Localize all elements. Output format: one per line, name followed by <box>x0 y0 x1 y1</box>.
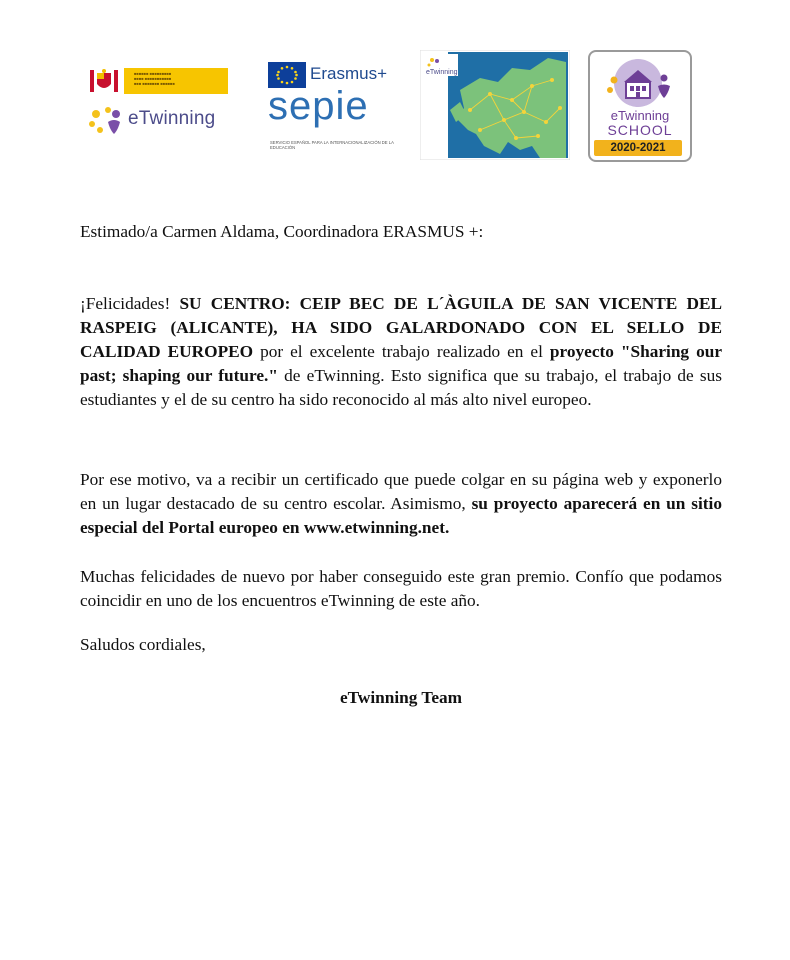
para2-text: Por ese motivo, va a recibir un certificado que puede colgar en su página web y exponerlo en un lugar destacado de su centro escolar. Asimismo, <box>80 470 722 513</box>
etwinning-school-badge <box>588 50 692 162</box>
letter-closing: Saludos cordiales, <box>80 635 206 654</box>
ministerio-small-text: ■■■■■■ ■■■■■■■■■ ■■■■ ■■■■■■■■■■■ ■■■ ■■■■■■■ ■■■■■■ <box>134 71 175 86</box>
para1-intro: ¡Felicidades! <box>80 294 180 313</box>
letter-paragraph-farewell: Muchas felicidades de nuevo por haber conseguido este gran premio. Confío que podamos coincidir en uno de los encuentros eTwinning de este año. <box>80 567 722 610</box>
logo-header <box>0 0 790 180</box>
sepie-subtitle: SERVICIO ESPAÑOL PARA LA INTERNACIONALIZACIÓN DE LA EDUCACIÓN <box>270 140 394 150</box>
para2-portal-statement: su proyecto aparecerá en un sitio especial del Portal europeo en www.etwinning.net. <box>80 494 722 537</box>
letter-greeting: Estimado/a Carmen Aldama, Coordinadora ERASMUS +: <box>80 222 484 241</box>
erasmus-plus-wordmark: Erasmus+ <box>310 64 387 83</box>
letter-paragraph-congratulations <box>80 292 722 412</box>
badge-etwinning-label: eTwinning <box>610 108 670 123</box>
para1-project-name: proyecto "Sharing our past; shaping our future." <box>80 342 722 385</box>
spain-coat-of-arms-icon <box>86 68 122 94</box>
badge-year: 2020-2021 <box>594 140 682 156</box>
para1-text: por el excelente trabajo realizado en el <box>253 342 550 361</box>
para1-award-statement: SU CENTRO: CEIP BEC DE L´ÀGUILA DE SAN VICENTE DEL RASPEIG (ALICANTE), HA SIDO GALARDONADO CON EL SELLO DE CALIDAD EUROPEO <box>80 294 722 361</box>
erasmus-sepie-logo <box>266 60 396 156</box>
etwinning-wordmark: eTwinning <box>128 108 216 129</box>
etwinning-europe-map-logo <box>420 50 570 160</box>
ministerio-etwinning-logo <box>86 68 246 138</box>
map-logo-brand-text: eTwinning <box>426 69 458 76</box>
etwinning-stars-icon <box>86 102 130 138</box>
letter-paragraph-certificate <box>80 468 722 540</box>
sepie-wordmark: sepie <box>268 84 369 128</box>
school-building-icon <box>602 56 674 110</box>
badge-school-label: SCHOOL <box>607 122 673 138</box>
para1-closing-text: de eTwinning. Esto significa que su trabajo, el trabajo de sus estudiantes y el de su centro ha sido reconocido al más alto nivel europeo. <box>80 366 722 409</box>
letter-signature: eTwinning Team <box>339 688 463 707</box>
